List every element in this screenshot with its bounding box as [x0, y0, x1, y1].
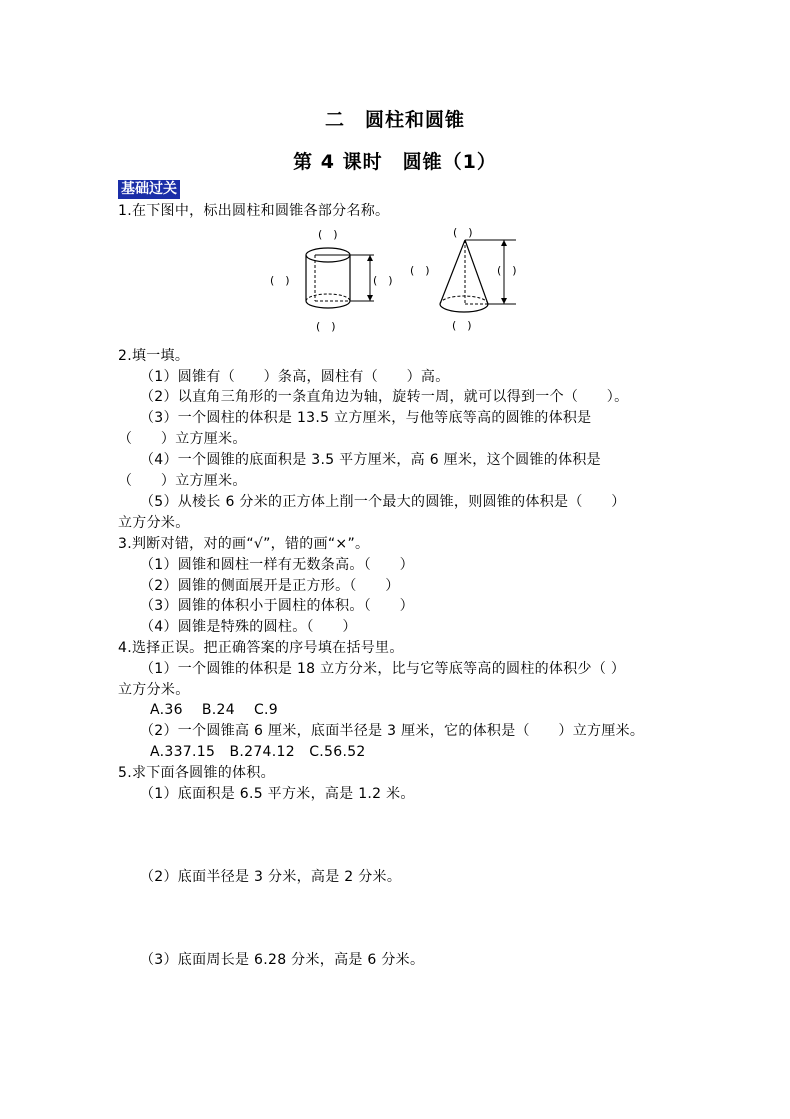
q2-prompt: 2.填一填。 — [118, 348, 190, 364]
q3-prompt: 3.判断对错，对的画“√”，错的画“×”。 — [118, 536, 370, 552]
cylinder-drawing — [270, 228, 393, 333]
q3-item-2: （2）圆锥的侧面展开是正方形。（ ） — [140, 578, 400, 594]
q2-item-5-cont: 立方分米。 — [118, 515, 190, 531]
cylinder-cone-figure — [262, 226, 522, 341]
q3-item-1: （1）圆锥和圆柱一样有无数条高。（ ） — [140, 557, 414, 573]
q5-item-1: （1）底面积是 6.5 平方米，高是 1.2 米。 — [140, 786, 415, 802]
q2-item-4-cont: （ ）立方厘米。 — [118, 473, 247, 489]
q5-item-3: （3）底面周长是 6.28 分米，高是 6 分米。 — [140, 952, 425, 968]
blank-cyl-bottom: ( ) — [316, 320, 336, 333]
q2-item-3-cont: （ ）立方厘米。 — [118, 431, 247, 447]
blank-cyl-top: ( ) — [318, 228, 338, 241]
q1-prompt: 1.在下图中，标出圆柱和圆锥各部分名称。 — [118, 203, 390, 219]
q4-item-1-options: A.36 B.24 C.9 — [150, 702, 278, 718]
q2-item-1: （1）圆锥有（ ）条高，圆柱有（ ）高。 — [140, 369, 450, 385]
q4-item-2-options: A.337.15 B.274.12 C.56.52 — [150, 744, 366, 760]
q2-item-2: （2）以直角三角形的一条直角边为轴，旋转一周，就可以得到一个（ ）。 — [140, 389, 629, 405]
q5-item-2: （2）底面半径是 3 分米，高是 2 分米。 — [140, 869, 402, 885]
blank-cone-base: ( ) — [452, 319, 472, 332]
lesson-title: 第 4 课时 圆锥（1） — [293, 151, 497, 173]
blank-cone-apex: ( ) — [453, 226, 473, 239]
q3-item-4: （4）圆锥是特殊的圆柱。（ ） — [140, 619, 357, 635]
blank-cyl-side: ( ) — [270, 274, 290, 287]
q5-prompt: 5.求下面各圆锥的体积。 — [118, 765, 275, 781]
q4-item-1: （1）一个圆锥的体积是 18 立方分米，比与它等底等高的圆柱的体积少（ ） — [140, 661, 626, 677]
q3-item-3: （3）圆锥的体积小于圆柱的体积。（ ） — [140, 598, 414, 614]
section-badge: 基础过关 — [118, 180, 180, 199]
cone-drawing — [410, 226, 517, 332]
blank-cone-height: ( ) — [497, 264, 517, 277]
q4-item-1-cont: 立方分米。 — [118, 682, 190, 698]
blank-cone-side: ( ) — [410, 264, 430, 277]
q2-item-5: （5）从棱长 6 分米的正方体上削一个最大的圆锥，则圆锥的体积是（ ） — [140, 494, 626, 510]
q2-item-4: （4）一个圆锥的底面积是 3.5 平方厘米，高 6 厘米，这个圆锥的体积是 — [140, 452, 601, 468]
q4-item-2: （2）一个圆锥高 6 厘米，底面半径是 3 厘米，它的体积是（ ）立方厘米。 — [140, 723, 645, 739]
blank-cyl-height: ( ) — [373, 274, 393, 287]
unit-title: 二 圆柱和圆锥 — [324, 109, 465, 131]
q2-item-3: （3）一个圆柱的体积是 13.5 立方厘米，与他等底等高的圆锥的体积是 — [140, 410, 592, 426]
q4-prompt: 4.选择正误。把正确答案的序号填在括号里。 — [118, 640, 404, 656]
